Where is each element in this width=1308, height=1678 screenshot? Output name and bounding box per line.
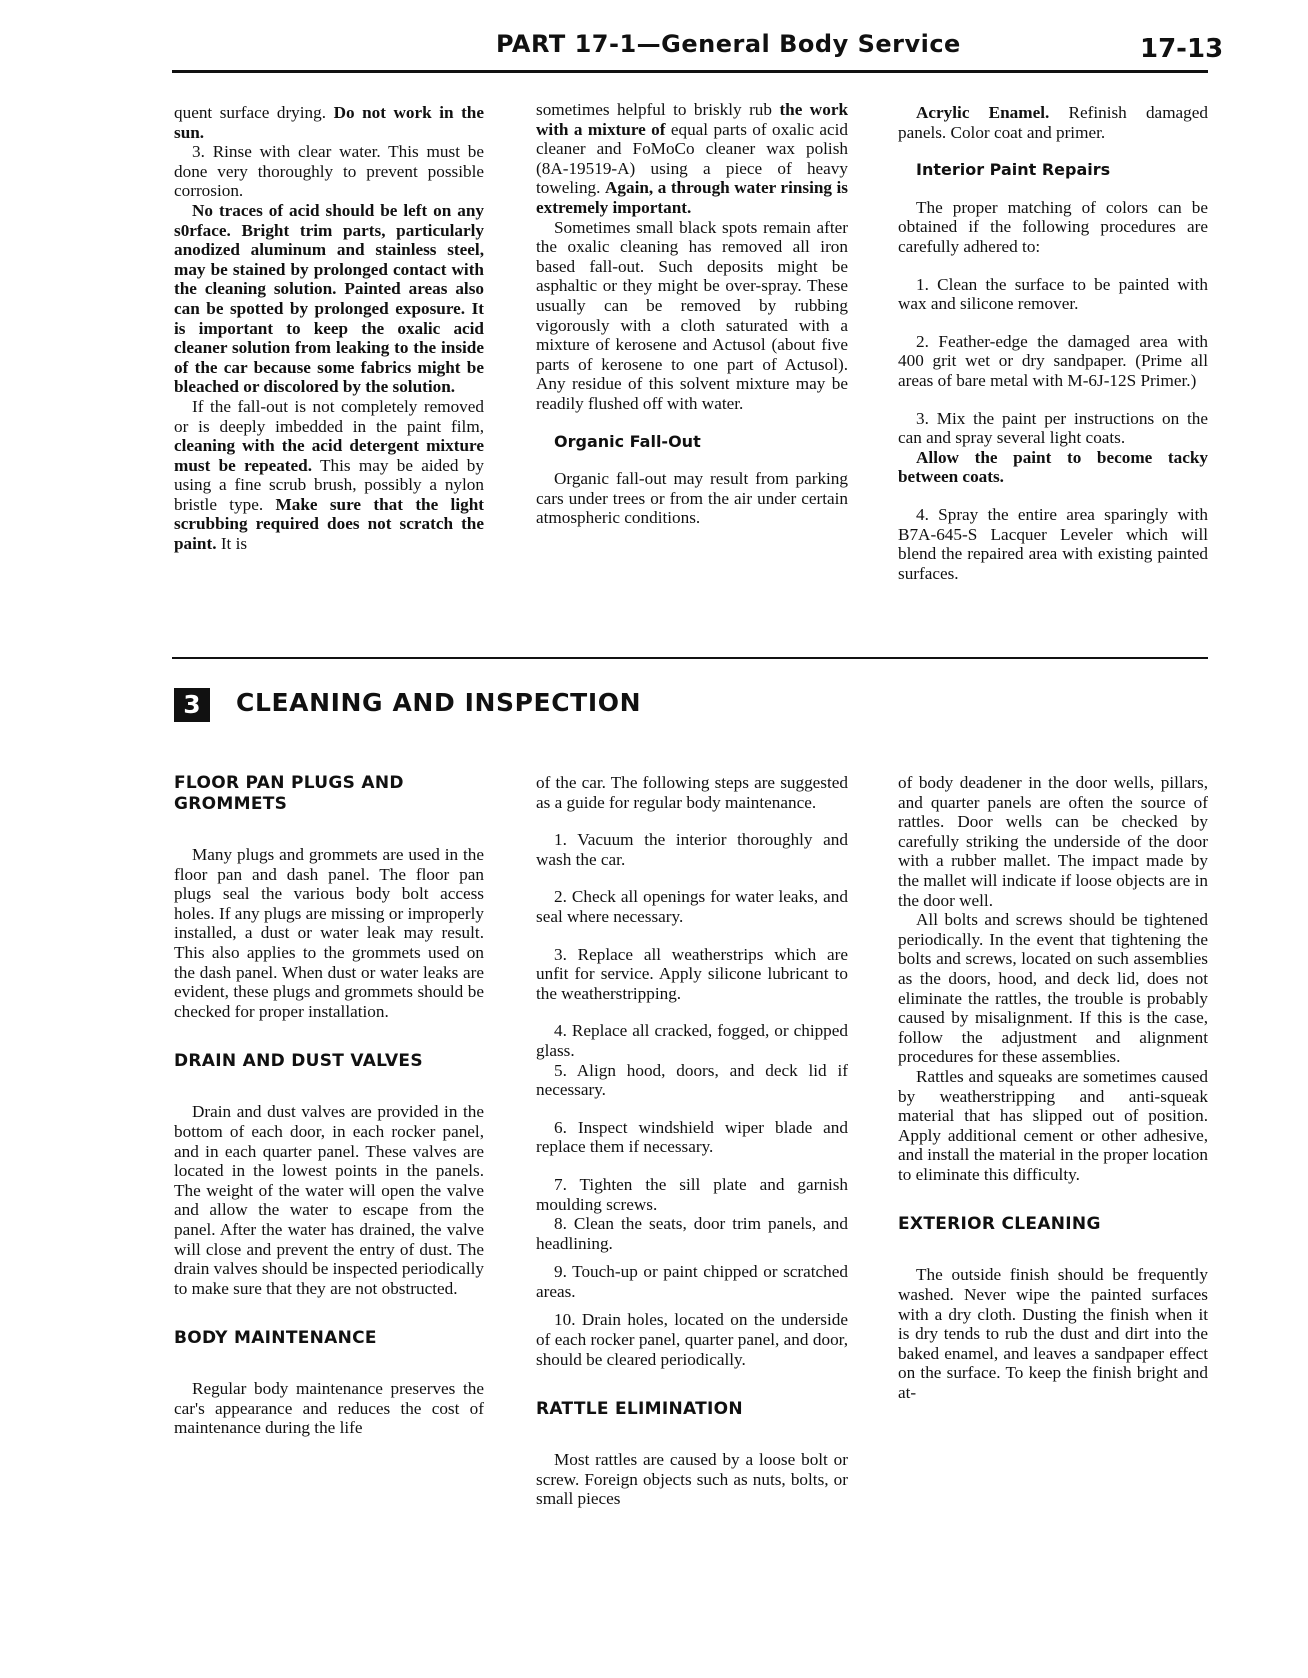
- heading-drain-dust-valves: DRAIN AND DUST VALVES: [174, 1051, 423, 1072]
- emphasis-text: Acrylic Enamel.: [916, 103, 1050, 122]
- heading-exterior-cleaning: EXTERIOR CLEANING: [898, 1214, 1101, 1235]
- bottom-column-3: [898, 773, 1208, 1403]
- text: It is: [216, 534, 248, 554]
- page-header-title: PART 17-1—General Body Service: [496, 30, 961, 58]
- paragraph: Regular body maintenance preserves the car's appearance and reduces the cost of maintenance during the life: [174, 1379, 484, 1438]
- maintenance-step: 8. Clean the seats, door trim panels, and headlining.: [536, 1214, 848, 1253]
- text: If the fall-out is not completely removed or is deeply imbedded in the paint film,: [174, 396, 484, 436]
- text: equal parts of oxalic acid cleaner and FoMoCo cleaner wax polish (8A-19519-A) using a piece of heavy toweling.: [536, 119, 848, 198]
- maintenance-step: 5. Align hood, doors, and deck lid if necessary.: [536, 1060, 848, 1100]
- paragraph: The proper matching of colors can be obtained if the following procedures are carefully adhered to:: [898, 197, 1208, 256]
- maintenance-step: 4. Replace all cracked, fogged, or chipped glass.: [536, 1021, 848, 1060]
- text: Refinish damaged panels. Color coat and primer.: [898, 103, 1209, 142]
- emphasis-text: Do not work in the sun.: [174, 103, 484, 142]
- maintenance-step: 1. Vacuum the interior thoroughly and wash the car.: [536, 830, 848, 869]
- page-number: 17-13: [1140, 34, 1224, 64]
- subheading-organic-fall-out: Organic Fall-Out: [554, 431, 701, 451]
- paragraph: Organic fall-out may result from parking cars under trees or from the air under certain atmospheric conditions.: [536, 469, 848, 528]
- step: 1. Clean the surface to be painted with wax and silicone remover.: [898, 274, 1208, 314]
- maintenance-step: 3. Replace all weatherstrips which are unfit for service. Apply silicone lubricant to the weatherstripping.: [536, 944, 848, 1003]
- paragraph: [174, 397, 484, 554]
- heading-floor-pan-plugs: FLOOR PAN PLUGS AND GROMMETS: [174, 773, 404, 814]
- step: 3. Mix the paint per instructions on the can and spray several light coats.: [898, 408, 1208, 448]
- maintenance-step: 9. Touch-up or paint chipped or scratched areas.: [536, 1262, 848, 1301]
- text: sometimes helpful to briskly rub: [536, 100, 780, 119]
- paragraph: Drain and dust valves are provided in the bottom of each door, in each rocker panel, and in each quarter panel. These valves are located in the lowest points in the panels. The weight of the water will open the valve and allow the water to escape from the panel. After the water has drained, the valve will close and prevent the entry of dust. The drain valves should be inspected periodically to make sure that they are not obstructed.: [174, 1102, 484, 1298]
- paragraph: Many plugs and grommets are used in the floor pan and dash panel. The floor pan plugs seal the various body bolt access holes. If any plugs are missing or improperly installed, a dust or water leak may result. This also applies to the grommets used on the dash panel. When dust or water leaks are evident, these plugs and grommets should be checked for proper installation.: [174, 845, 484, 1021]
- maintenance-step: 7. Tighten the sill plate and garnish moulding screws.: [536, 1174, 848, 1214]
- warning-paragraph: No traces of acid should be left on any s0rface. Bright trim parts, particularly anodized aluminum and stainless steel, may be stained by prolonged contact with the cleaning solution. Painted areas also can be spotted by prolonged exposure. It is important to keep the oxalic acid cleaner solution from leaking to the inside of the car because some fabrics might be bleached or discolored by the solution.: [174, 200, 484, 397]
- paragraph: Most rattles are caused by a loose bolt or screw. Foreign objects such as nuts, bolts, or small pieces: [536, 1450, 848, 1509]
- paragraph: Sometimes small black spots remain after the oxalic cleaning has removed all iron based fall-out. Such deposits might be asphaltic or they might be over-spray. These usually can be removed by rubbing vigorously with a cloth saturated with a mixture of kerosene and Actusol (about five parts of kerosene to one part of Actusol). Any residue of this solvent mixture may be readily flushed off with water.: [536, 217, 848, 413]
- emphasis-paragraph: Allow the paint to become tacky between coats.: [898, 447, 1208, 487]
- top-column-2: [536, 100, 848, 528]
- text: This may be aided by using a fine scrub brush, possibly a nylon bristle type.: [174, 455, 484, 514]
- bottom-column-1: [174, 773, 484, 1438]
- paragraph: 3. Rinse with clear water. This must be done very thoroughly to prevent possible corrosion.: [174, 142, 484, 201]
- paragraph: [536, 100, 848, 218]
- emphasis-text: Again, a through water rinsing is extremely important.: [536, 178, 848, 217]
- section-title: CLEANING AND INSPECTION: [236, 688, 642, 717]
- emphasis-text: the work with a mixture of: [536, 100, 849, 139]
- header-rule: [172, 70, 1208, 73]
- heading-body-maintenance: BODY MAINTENANCE: [174, 1328, 377, 1349]
- heading-rattle-elimination: RATTLE ELIMINATION: [536, 1399, 743, 1420]
- paragraph: All bolts and screws should be tightened periodically. In the event that tightening the bolts and screws, located on such assemblies as the doors, hood, and deck lid, does not eliminate the rattles, the trouble is probably caused by misalignment. If this is the case, follow the adjustment and alignment procedures for these assemblies.: [898, 910, 1208, 1067]
- paragraph: of the car. The following steps are suggested as a guide for regular body maintenance.: [536, 773, 848, 812]
- emphasis-text: cleaning with the acid detergent mixture must be repeated.: [174, 436, 484, 475]
- paragraph: The outside finish should be frequently washed. Never wipe the painted surfaces with a dry cloth. Dusting the finish when it is dry tends to rub the dust and dirt into the baked enamel, and leaves a sandpaper effect on the surface. To keep the finish bright and at-: [898, 1265, 1208, 1403]
- paragraph: Rattles and squeaks are sometimes caused by weatherstripping and anti-squeak material that has slipped out of position. Apply additional cement or other adhesive, and install the material in the proper location to eliminate this difficulty.: [898, 1066, 1208, 1184]
- subheading-interior-paint-repairs: Interior Paint Repairs: [916, 160, 1111, 180]
- text: quent surface drying.: [174, 103, 334, 122]
- paragraph: [898, 103, 1208, 142]
- paragraph: of body deadener in the door wells, pillars, and quarter panels are often the source of rattles. Door wells can be checked by carefully striking the underside of the door with a rubber mallet. The impact made by the mallet will indicate if loose objects are in the door well.: [898, 773, 1208, 910]
- step: 4. Spray the entire area sparingly with B7A-645-S Lacquer Leveler which will blend the repaired area with existing painted surfaces.: [898, 504, 1208, 583]
- section-rule: [172, 657, 1208, 659]
- top-column-3: [898, 103, 1208, 583]
- maintenance-step: 6. Inspect windshield wiper blade and replace them if necessary.: [536, 1117, 848, 1157]
- emphasis-text: Make sure that the light scrubbing required does not scratch the paint.: [174, 494, 484, 554]
- top-column-1: [174, 103, 484, 554]
- paragraph: [174, 103, 484, 142]
- section-number-badge: 3: [174, 688, 210, 722]
- maintenance-step: 2. Check all openings for water leaks, and seal where necessary.: [536, 887, 848, 926]
- maintenance-step: 10. Drain holes, located on the underside of each rocker panel, quarter panel, and door, should be cleared periodically.: [536, 1310, 848, 1369]
- step: 2. Feather-edge the damaged area with 400 grit wet or dry sandpaper. (Prime all areas of bare metal with M-6J-12S Primer.): [898, 331, 1208, 390]
- bottom-column-2: [536, 773, 848, 1509]
